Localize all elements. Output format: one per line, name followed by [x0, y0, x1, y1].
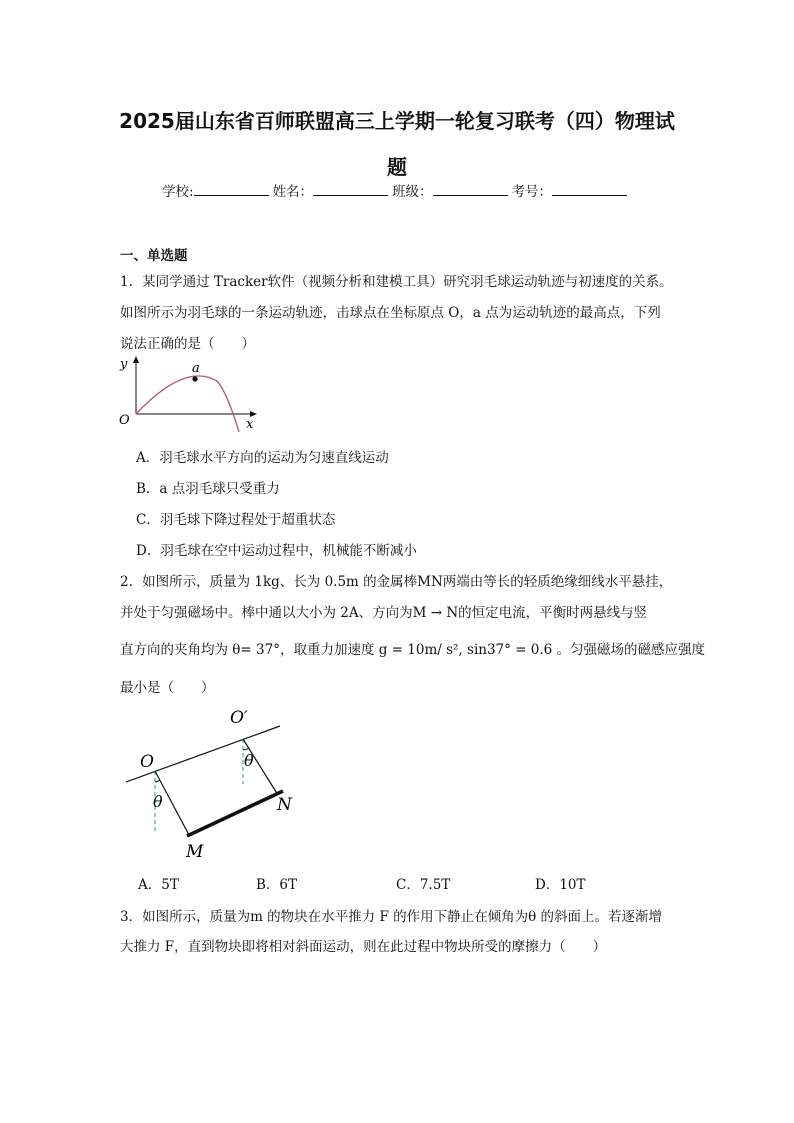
class-label: 班级： — [392, 184, 433, 200]
q2-line-1: 2．如图所示，质量为 1kg、长为 0.5m 的金属棒MN两端由等长的轻质绝缘细线水平悬挂， — [120, 574, 673, 590]
label-O: O — [140, 752, 154, 772]
q2-option-a[interactable]: A．5T — [138, 877, 179, 893]
title-line-1: 2025届山东省百师联盟高三上学期一轮复习联考（四）物理试 — [119, 109, 675, 133]
exam-title — [110, 98, 684, 190]
q3-line-1: 3．如图所示，质量为m 的物块在水平推力 F 的作用下静止在倾角为θ 的斜面上。若逐渐增 — [120, 909, 663, 925]
y-axis-label: y — [120, 357, 128, 372]
angle-arc-left — [155, 780, 160, 782]
exam-number-label: 考号： — [511, 184, 553, 200]
exam-number-blank[interactable] — [552, 181, 627, 196]
q3-line-2: 大推力 F，直到物块即将相对斜面运动，则在此过程中物块所受的摩擦力（ ） — [120, 939, 607, 955]
q2-line-2: 并处于匀强磁场中。棒中通以大小为 2A、方向为M → N的恒定电流，平衡时两悬线与竖 — [120, 605, 648, 621]
q1-line-1: 1．某同学通过 Tracker软件（视频分析和建模工具）研究羽毛球运动轨迹与初速度的关系。 — [120, 274, 673, 290]
q1-line-2: 如图所示为羽毛球的一条运动轨迹，击球点在坐标原点 O，a 点为运动轨迹的最高点，下列 — [120, 305, 661, 321]
school-blank[interactable] — [194, 181, 269, 196]
title-line-2: 题 — [387, 155, 407, 179]
point-a-dot — [192, 376, 197, 381]
name-blank[interactable] — [313, 181, 388, 196]
q1-trajectory-figure — [115, 352, 265, 434]
q2-option-b[interactable]: B．6T — [256, 877, 298, 893]
school-label: 学校: — [162, 184, 194, 200]
label-O-prime: O′ — [230, 708, 248, 728]
q1-option-a[interactable]: A．羽毛球水平方向的运动为匀速直线运动 — [136, 450, 389, 466]
point-a-label: a — [192, 361, 200, 376]
q2-suspended-rod-figure — [120, 700, 310, 865]
x-axis-label: x — [246, 417, 254, 432]
q2-option-d[interactable]: D．10T — [535, 877, 586, 893]
angle-arc-right — [243, 748, 249, 750]
q2-line-4: 最小是（ ） — [120, 680, 215, 696]
y-axis-arrow — [133, 356, 139, 363]
q1-option-d[interactable]: D．羽毛球在空中运动过程中，机械能不断减小 — [136, 543, 417, 559]
q2-line-3: 直方向的夹角均为 θ= 37°，取重力加速度 g = 10m/ s², sin37° = 0.6 。匀强磁场的磁感应强度 — [120, 642, 706, 658]
class-blank[interactable] — [433, 181, 508, 196]
label-N: N — [277, 795, 292, 815]
q2-option-c[interactable]: C．7.5T — [396, 877, 451, 893]
label-theta-right: θ — [244, 751, 254, 770]
section-heading: 一、单选题 — [120, 248, 188, 264]
rod-MN — [187, 791, 283, 836]
q1-option-b[interactable]: B．a 点羽毛球只受重力 — [136, 481, 280, 497]
name-label: 姓名： — [272, 184, 314, 200]
label-M: M — [186, 842, 204, 862]
origin-label: O — [119, 413, 130, 428]
student-info-row — [162, 180, 631, 200]
q1-line-3: 说法正确的是（ ） — [120, 336, 255, 352]
trajectory-curve — [136, 376, 239, 432]
q1-option-c[interactable]: C．羽毛球下降过程处于超重状态 — [136, 512, 336, 528]
label-theta-left: θ — [153, 792, 163, 811]
